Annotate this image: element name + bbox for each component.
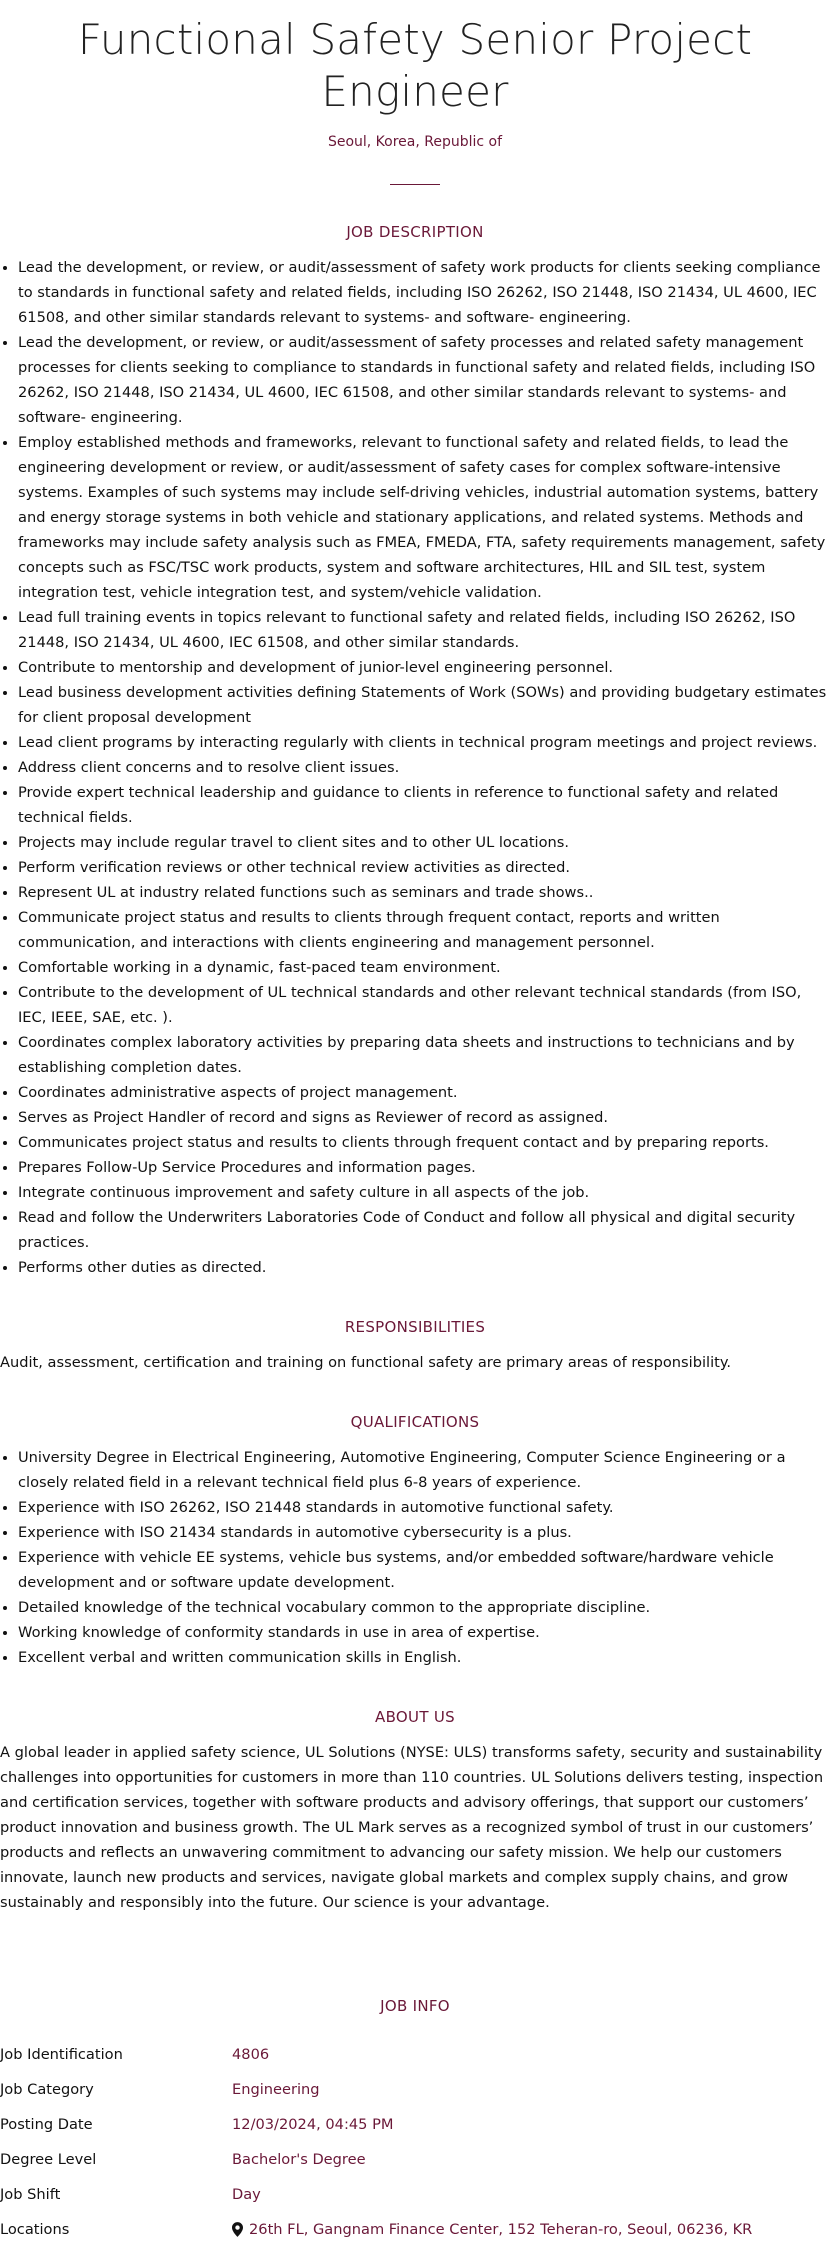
job-info-label: Locations bbox=[0, 2221, 70, 2238]
job-info-row-posting-date bbox=[0, 2107, 830, 2142]
list-item: • Working knowledge of conformity standards in use in area of expertise. bbox=[18, 1620, 830, 1645]
about-us-section bbox=[0, 1706, 830, 1915]
section-title-job-description: JOB DESCRIPTION bbox=[346, 223, 484, 241]
job-location: Seoul, Korea, Republic of bbox=[327, 134, 503, 150]
responsibilities-text: Audit, assessment, certification and training on functional safety are primary areas of responsibility. bbox=[0, 1354, 732, 1371]
job-info-row-degree-level bbox=[0, 2142, 830, 2177]
job-info-section bbox=[0, 1995, 830, 2247]
job-info-table bbox=[0, 2037, 830, 2247]
job-info-value: Engineering bbox=[232, 2081, 320, 2098]
list-item: • Contribute to mentorship and development of junior-level engineering personnel. bbox=[18, 655, 830, 680]
list-item: • Lead business development activities defining Statements of Work (SOWs) and providing budgetary estimates for client proposal development bbox=[18, 680, 830, 730]
list-item: • Projects may include regular travel to client sites and to other UL locations. bbox=[18, 830, 830, 855]
job-description-section bbox=[0, 221, 830, 1280]
job-info-value: 12/03/2024, 04:45 PM bbox=[232, 2116, 394, 2133]
section-title-about-us: ABOUT US bbox=[375, 1708, 455, 1726]
job-info-label: Job Category bbox=[0, 2081, 94, 2098]
job-title: Functional Safety Senior Project Engineer bbox=[77, 15, 753, 116]
list-item: • Experience with ISO 26262, ISO 21448 standards in automotive functional safety. bbox=[18, 1495, 830, 1520]
job-info-label: Job Shift bbox=[0, 2186, 61, 2203]
list-item: • Detailed knowledge of the technical vocabulary common to the appropriate discipline. bbox=[18, 1595, 830, 1620]
list-item: • Excellent verbal and written communication skills in English. bbox=[18, 1645, 830, 1670]
job-info-label: Degree Level bbox=[0, 2151, 97, 2168]
list-item: • Experience with vehicle EE systems, vehicle bus systems, and/or embedded software/hardware vehicle development and or software update development. bbox=[18, 1545, 830, 1595]
job-description-list bbox=[0, 255, 830, 1280]
section-title-qualifications: QUALIFICATIONS bbox=[350, 1413, 480, 1431]
job-info-label: Posting Date bbox=[0, 2116, 93, 2133]
job-info-value: 4806 bbox=[232, 2046, 270, 2063]
list-item: • Provide expert technical leadership and guidance to clients in reference to functional safety and related technical fields. bbox=[18, 780, 830, 830]
list-item: • Communicate project status and results to clients through frequent contact, reports and written communication, and interactions with clients engineering and management personnel. bbox=[18, 905, 830, 955]
list-item: • Communicates project status and results to clients through frequent contact and by preparing reports. bbox=[18, 1130, 830, 1155]
job-info-row-identification bbox=[0, 2037, 830, 2072]
list-item: • Contribute to the development of UL technical standards and other relevant technical standards (from ISO, IEC, IEEE, SAE, etc. ). bbox=[18, 980, 830, 1030]
list-item: • University Degree in Electrical Engineering, Automotive Engineering, Computer Science Engineering or a closely related field in a relevant technical field plus 6-8 years of experience. bbox=[18, 1445, 830, 1495]
list-item: • Lead the development, or review, or audit/assessment of safety work products for clients seeking compliance to standards in functional safety and related fields, including ISO 26262, ISO 21448, ISO 21434, UL 4600, IEC 61508, and other similar standards relevant to systems- and software- engineering. bbox=[18, 255, 830, 330]
job-posting-page bbox=[0, 14, 830, 2247]
list-item: • Integrate continuous improvement and safety culture in all aspects of the job. bbox=[18, 1180, 830, 1205]
list-item: • Address client concerns and to resolve client issues. bbox=[18, 755, 830, 780]
job-info-location-link[interactable] bbox=[232, 2217, 752, 2242]
job-info-label: Job Identification bbox=[0, 2046, 123, 2063]
list-item: • Read and follow the Underwriters Laboratories Code of Conduct and follow all physical and digital security practices. bbox=[18, 1205, 830, 1255]
map-pin-icon bbox=[232, 2222, 243, 2237]
list-item: • Serves as Project Handler of record and signs as Reviewer of record as assigned. bbox=[18, 1105, 830, 1130]
job-info-location-text: 26th FL, Gangnam Finance Center, 152 Teheran-ro, Seoul, 06236, KR bbox=[249, 2221, 753, 2238]
list-item: • Lead full training events in topics relevant to functional safety and related fields, including ISO 26262, ISO 21448, ISO 21434, UL 4600, IEC 61508, and other similar standards. bbox=[18, 605, 830, 655]
list-item: • Lead client programs by interacting regularly with clients in technical program meetings and project reviews. bbox=[18, 730, 830, 755]
section-title-job-info: JOB INFO bbox=[380, 1997, 450, 2015]
about-us-text: A global leader in applied safety science, UL Solutions (NYSE: ULS) transforms safety, security and sustainability challenges into opportunities for customers in more than 110 countries. UL Solutions delivers testing, inspection and certification services, together with software products and advisory offerings, that support our customers’ product innovation and business growth. The UL Mark serves as a recognized symbol of trust in our customers’ products and reflects an unwavering commitment to advancing our safety mission. We help our customers innovate, launch new products and services, navigate global markets and complex supply chains, and grow sustainably and responsibly into the future. Our science is your advantage. bbox=[0, 1744, 824, 1911]
list-item: • Represent UL at industry related functions such as seminars and trade shows.. bbox=[18, 880, 830, 905]
job-info-row-category bbox=[0, 2072, 830, 2107]
job-info-row-locations bbox=[0, 2212, 830, 2247]
list-item: • Experience with ISO 21434 standards in automotive cybersecurity is a plus. bbox=[18, 1520, 830, 1545]
qualifications-section bbox=[0, 1411, 830, 1670]
list-item: • Lead the development, or review, or audit/assessment of safety processes and related safety management processes for clients seeking to compliance to standards in functional safety and related fields, including ISO 26262, ISO 21448, ISO 21434, UL 4600, IEC 61508, and other similar standards relevant to systems- and software- engineering. bbox=[18, 330, 830, 430]
list-item: • Coordinates administrative aspects of project management. bbox=[18, 1080, 830, 1105]
job-info-value: Day bbox=[232, 2186, 261, 2203]
section-title-responsibilities: RESPONSIBILITIES bbox=[344, 1318, 486, 1336]
list-item: • Prepares Follow-Up Service Procedures and information pages. bbox=[18, 1155, 830, 1180]
list-item: • Perform verification reviews or other technical review activities as directed. bbox=[18, 855, 830, 880]
list-item: • Comfortable working in a dynamic, fast-paced team environment. bbox=[18, 955, 830, 980]
list-item: • Employ established methods and frameworks, relevant to functional safety and related fields, to lead the engineering development or review, or audit/assessment of safety cases for complex software-intensive systems. Examples of such systems may include self-driving vehicles, industrial automation systems, battery and energy storage systems in both vehicle and stationary applications, and related systems. Methods and frameworks may include safety analysis such as FMEA, FMEDA, FTA, safety requirements management, safety concepts such as FSC/TSC work products, system and software architectures, HIL and SIL test, system integration test, vehicle integration test, and system/vehicle validation. bbox=[18, 430, 830, 605]
job-info-row-shift bbox=[0, 2177, 830, 2212]
list-item: • Coordinates complex laboratory activities by preparing data sheets and instructions to technicians and by establishing completion dates. bbox=[18, 1030, 830, 1080]
qualifications-list bbox=[0, 1445, 830, 1670]
list-item: • Performs other duties as directed. bbox=[18, 1255, 830, 1280]
job-info-value: Bachelor's Degree bbox=[232, 2151, 366, 2168]
responsibilities-section bbox=[0, 1316, 830, 1375]
title-divider bbox=[390, 184, 440, 185]
